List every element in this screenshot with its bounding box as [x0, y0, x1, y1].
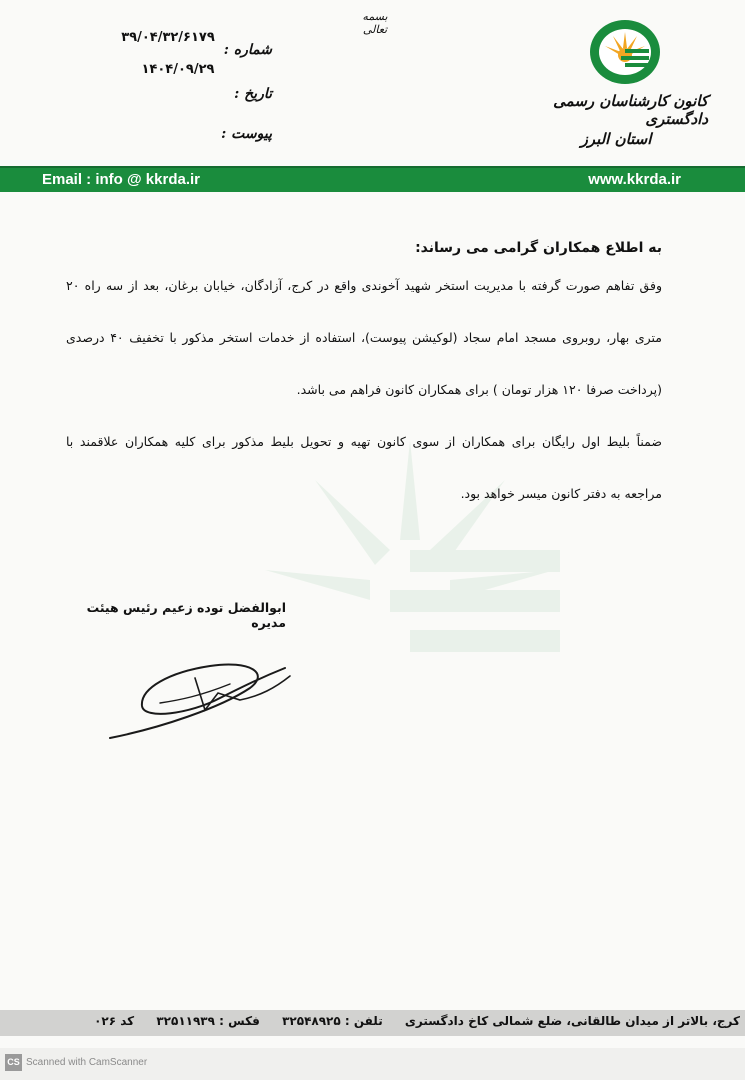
body-line: ضمناً بلیط اول رایگان برای همکاران از سوی کانون تهیه و تحویل بلیط مذکور برای کلیه همکاران علاقمند با: [66, 434, 662, 449]
scanner-label: Scanned with CamScanner: [26, 1057, 148, 1068]
body-line: (پرداخت صرفا ۱۲۰ هزار تومان ) برای همکاران کانون فراهم می باشد.: [296, 382, 662, 397]
org-province: استان البرز: [580, 130, 652, 148]
letter-body: [66, 240, 662, 538]
footer-contact: [34, 1014, 740, 1028]
contact-band: [0, 166, 745, 192]
email-text: Email : info @ kkrda.ir: [42, 171, 200, 188]
footer-phone: ۳۲۵۴۸۹۲۵: [282, 1014, 341, 1028]
footer-postal-label: کد: [120, 1014, 135, 1028]
invocation: بسمه تعالی: [362, 10, 388, 36]
scanner-watermark: [0, 1048, 745, 1080]
camscanner-icon: CS: [5, 1054, 22, 1071]
website-text: www.kkrda.ir: [588, 171, 681, 188]
date-label: تاریخ :: [234, 86, 272, 102]
footer-postal: ۰۲۶: [94, 1014, 117, 1028]
signature: [100, 648, 300, 748]
footer-fax: ۳۲۵۱۱۹۳۹: [156, 1014, 215, 1028]
body-line: وفق تفاهم صورت گرفته با مدیریت استخر شهید آخوندی واقع در کرج، آزادگان، خیابان برغان، بعد از سه راه ۲۰: [66, 278, 662, 293]
footer-phone-label: تلفن :: [344, 1014, 383, 1028]
body-line: متری بهار، روبروی مسجد امام سجاد (لوکیشن پیوست)، استفاده از خدمات استخر مذکور با تخفیف ۴۰ درصدی: [66, 330, 662, 345]
number-value: ۳۹/۰۴/۳۲/۶۱۷۹: [121, 30, 215, 45]
org-logo: [587, 18, 663, 86]
footer-fax-label: فکس :: [219, 1014, 260, 1028]
greeting: به اطلاع همکاران گرامی می رساند:: [415, 240, 662, 256]
number-label: شماره :: [223, 42, 272, 58]
footer-bar: [0, 1010, 745, 1036]
date-value: ۱۴۰۴/۰۹/۲۹: [141, 62, 215, 77]
body-line: مراجعه به دفتر کانون میسر خواهد بود.: [460, 486, 662, 501]
attachment-label: پیوست :: [221, 126, 272, 142]
org-name: کانون کارشناسان رسمی دادگستری: [553, 92, 708, 128]
footer-address: کرج، بالاتر از میدان طالقانی، ضلع شمالی کاخ دادگستری: [404, 1014, 740, 1028]
signer-name: ابوالفضل توده زعیم رئیس هیئت مدیره: [86, 600, 286, 630]
